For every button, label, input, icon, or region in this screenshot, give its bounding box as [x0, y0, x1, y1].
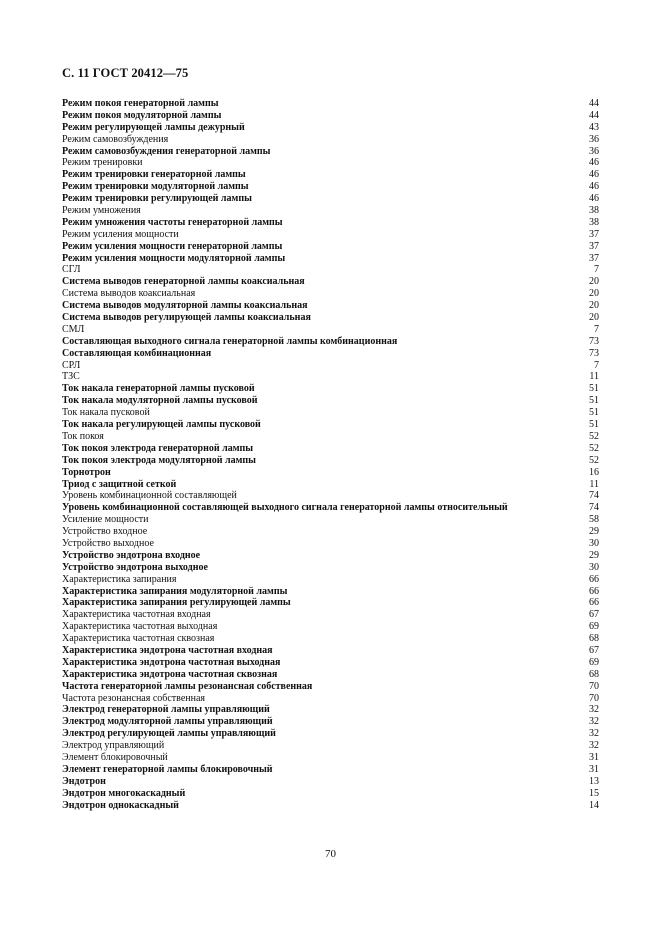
index-page-number: 16: [589, 466, 599, 478]
index-term: Ток покоя электрода модуляторной лампы: [62, 454, 256, 466]
index-entry: [62, 681, 599, 693]
index-entry: [62, 431, 599, 443]
index-page-number: 32: [589, 740, 599, 752]
index-entry: [62, 336, 599, 348]
index-page-number: 74: [589, 502, 599, 514]
term-index: [62, 98, 599, 811]
index-term: Ток покоя электрода генераторной лампы: [62, 442, 254, 454]
index-page-number: 38: [589, 205, 599, 217]
index-term: Характеристика эндотрона частотная сквозная: [62, 668, 278, 680]
index-entry: [62, 740, 599, 752]
index-page-number: 46: [589, 157, 599, 169]
index-entry: [62, 205, 599, 217]
index-page-number: 31: [589, 763, 599, 775]
index-page-number: 67: [589, 609, 599, 621]
index-page-number: 44: [589, 109, 599, 121]
index-entry: [62, 407, 599, 419]
index-page-number: 32: [589, 728, 599, 740]
index-entry: [62, 181, 599, 193]
index-entry: [62, 490, 599, 502]
index-entry: [62, 122, 599, 134]
index-page-number: 20: [589, 300, 599, 312]
index-page-number: 44: [589, 98, 599, 109]
index-term: Ток накала генераторной лампы пусковой: [62, 383, 255, 395]
index-term: Характеристика эндотрона частотная входная: [62, 644, 273, 656]
index-entry: [62, 348, 599, 360]
index-entry: [62, 514, 599, 526]
index-page-number: 74: [589, 490, 599, 502]
index-term: СГЛ: [62, 264, 81, 276]
index-page-number: 20: [589, 288, 599, 300]
index-term: Характеристика эндотрона частотная выходная: [62, 656, 281, 668]
index-page-number: 11: [589, 478, 599, 490]
index-entry: [62, 395, 599, 407]
index-term: Система выводов коаксиальная: [62, 288, 196, 300]
index-entry: [62, 455, 599, 467]
index-term: Режим усиления мощности модуляторной лампы: [62, 252, 286, 264]
index-entry: [62, 669, 599, 681]
index-page-number: 70: [589, 692, 599, 704]
index-page-number: 51: [589, 395, 599, 407]
index-term: Система выводов регулирующей лампы коаксиальная: [62, 312, 311, 324]
index-term: Режим тренировки регулирующей лампы: [62, 193, 252, 205]
index-page-number: 52: [589, 454, 599, 466]
index-term: Ток накала модуляторной лампы пусковой: [62, 395, 258, 407]
index-term: Режим усиления мощности: [62, 228, 179, 240]
index-term: Режим умножения: [62, 205, 141, 217]
index-term: ТЗС: [62, 371, 80, 383]
index-entry: [62, 633, 599, 645]
index-entry: [62, 110, 599, 122]
index-entry: [62, 800, 599, 812]
index-term: Ток покоя: [62, 430, 104, 442]
index-entry: [62, 229, 599, 241]
index-term: Характеристика запирания модуляторной лампы: [62, 585, 288, 597]
index-term: Режим самовозбуждения: [62, 133, 169, 145]
index-page-number: 30: [589, 561, 599, 573]
index-term: Устройство эндотрона входное: [62, 549, 201, 561]
index-entry: [62, 716, 599, 728]
index-term: Характеристика запирания: [62, 573, 177, 585]
index-page-number: 69: [589, 621, 599, 633]
index-term: Характеристика частотная сквозная: [62, 633, 215, 645]
index-term: Уровень комбинационной составляющей: [62, 490, 237, 502]
index-page-number: 20: [589, 276, 599, 288]
index-entry: [62, 383, 599, 395]
index-page-number: 70: [589, 680, 599, 692]
index-page-number: 11: [589, 371, 599, 383]
index-page-number: 66: [589, 585, 599, 597]
index-term: Частота резонансная собственная: [62, 692, 206, 704]
index-page-number: 69: [589, 656, 599, 668]
index-page-number: 13: [589, 775, 599, 787]
index-entry: [62, 288, 599, 300]
page-number: 70: [325, 848, 336, 860]
index-entry: [62, 443, 599, 455]
index-page-number: 38: [589, 216, 599, 228]
index-page-number: 73: [589, 347, 599, 359]
index-entry: [62, 300, 599, 312]
index-term: Характеристика запирания регулирующей лампы: [62, 597, 291, 609]
index-entry: [62, 788, 599, 800]
index-entry: [62, 776, 599, 788]
index-term: Система выводов модуляторной лампы коаксиальная: [62, 300, 308, 312]
index-term: Элемент генераторной лампы блокировочный: [62, 763, 273, 775]
index-page-number: 52: [589, 442, 599, 454]
index-entry: [62, 276, 599, 288]
index-entry: [62, 193, 599, 205]
index-term: Характеристика частотная выходная: [62, 621, 218, 633]
index-term: СМЛ: [62, 323, 85, 335]
index-page-number: 30: [589, 537, 599, 549]
index-page-number: 67: [589, 644, 599, 656]
index-page-number: 36: [589, 145, 599, 157]
index-entry: [62, 360, 599, 372]
index-entry: [62, 550, 599, 562]
index-entry: [62, 134, 599, 146]
index-page-number: 68: [589, 668, 599, 680]
index-entry: [62, 98, 599, 110]
index-term: СРЛ: [62, 359, 81, 371]
index-entry: [62, 609, 599, 621]
index-term: Уровень комбинационной составляющей выходного сигнала генераторной лампы относительный: [62, 502, 508, 514]
index-term: Электрод управляющий: [62, 740, 165, 752]
index-entry: [62, 502, 599, 514]
index-term: Режим самовозбуждения генераторной лампы: [62, 145, 271, 157]
index-page-number: 7: [594, 264, 599, 276]
index-page-number: 31: [589, 751, 599, 763]
index-page-number: 20: [589, 312, 599, 324]
index-term: Устройство входное: [62, 526, 148, 538]
index-entry: [62, 704, 599, 716]
index-term: Триод с защитной сеткой: [62, 478, 177, 490]
index-term: Режим покоя модуляторной лампы: [62, 109, 222, 121]
index-entry: [62, 586, 599, 598]
index-term: Эндотрон однокаскадный: [62, 799, 179, 811]
index-term: Электрод генераторной лампы управляющий: [62, 704, 270, 716]
index-entry: [62, 146, 599, 158]
index-page-number: 68: [589, 633, 599, 645]
index-entry: [62, 419, 599, 431]
index-term: Ток накала пусковой: [62, 407, 150, 419]
index-entry: [62, 157, 599, 169]
index-page-number: 15: [589, 787, 599, 799]
index-term: Электрод регулирующей лампы управляющий: [62, 728, 276, 740]
index-term: Частота генераторной лампы резонансная собственная: [62, 680, 313, 692]
index-page-number: 66: [589, 597, 599, 609]
index-entry: [62, 693, 599, 705]
index-term: Режим тренировки: [62, 157, 143, 169]
index-entry: [62, 764, 599, 776]
index-page-number: 7: [594, 359, 599, 371]
index-page-number: 29: [589, 549, 599, 561]
index-term: Электрод модуляторной лампы управляющий: [62, 716, 273, 728]
index-page-number: 51: [589, 419, 599, 431]
index-term: Режим покоя генераторной лампы: [62, 98, 219, 109]
index-page-number: 32: [589, 704, 599, 716]
index-term: Составляющая выходного сигнала генераторной лампы комбинационная: [62, 335, 398, 347]
index-entry: [62, 324, 599, 336]
index-entry: [62, 728, 599, 740]
index-entry: [62, 467, 599, 479]
index-page-number: 46: [589, 169, 599, 181]
index-page-number: 43: [589, 121, 599, 133]
index-term: Элемент блокировочный: [62, 751, 168, 763]
index-page-number: 37: [589, 228, 599, 240]
index-page-number: 52: [589, 430, 599, 442]
index-page-number: 32: [589, 716, 599, 728]
index-entry: [62, 645, 599, 657]
index-entry: [62, 562, 599, 574]
index-term: Режим усиления мощности генераторной лампы: [62, 240, 283, 252]
index-entry: [62, 479, 599, 491]
index-page-number: 46: [589, 193, 599, 205]
index-term: Эндотрон: [62, 775, 106, 787]
index-entry: [62, 752, 599, 764]
index-entry: [62, 253, 599, 265]
index-entry: [62, 538, 599, 550]
index-entry: [62, 312, 599, 324]
index-term: Режим регулирующей лампы дежурный: [62, 121, 245, 133]
index-entry: [62, 621, 599, 633]
index-term: Режим умножения частоты генераторной лампы: [62, 216, 283, 228]
index-term: Усиление мощности: [62, 514, 149, 526]
index-term: Режим тренировки генераторной лампы: [62, 169, 246, 181]
index-page-number: 7: [594, 323, 599, 335]
index-page-number: 37: [589, 252, 599, 264]
index-entry: [62, 371, 599, 383]
index-page-number: 66: [589, 573, 599, 585]
index-entry: [62, 217, 599, 229]
index-page-number: 29: [589, 526, 599, 538]
index-term: Составляющая комбинационная: [62, 347, 212, 359]
index-entry: [62, 574, 599, 586]
index-entry: [62, 657, 599, 669]
index-page-number: 37: [589, 240, 599, 252]
index-page-number: 73: [589, 335, 599, 347]
index-term: Ток накала регулирующей лампы пусковой: [62, 419, 261, 431]
index-entry: [62, 264, 599, 276]
index-page-number: 46: [589, 181, 599, 193]
index-page-number: 14: [589, 799, 599, 811]
index-page-number: 51: [589, 383, 599, 395]
index-term: Характеристика частотная входная: [62, 609, 211, 621]
index-term: Торнотрон: [62, 466, 111, 478]
index-page-number: 51: [589, 407, 599, 419]
index-page-number: 36: [589, 133, 599, 145]
index-entry: [62, 241, 599, 253]
page-header: С. 11 ГОСТ 20412—75: [62, 66, 189, 80]
index-term: Система выводов генераторной лампы коаксиальная: [62, 276, 305, 288]
index-entry: [62, 597, 599, 609]
index-entry: [62, 526, 599, 538]
index-entry: [62, 169, 599, 181]
index-term: Эндотрон многокаскадный: [62, 787, 186, 799]
index-term: Устройство эндотрона выходное: [62, 561, 208, 573]
index-term: Режим тренировки модуляторной лампы: [62, 181, 249, 193]
index-term: Устройство выходное: [62, 537, 154, 549]
index-page-number: 58: [589, 514, 599, 526]
